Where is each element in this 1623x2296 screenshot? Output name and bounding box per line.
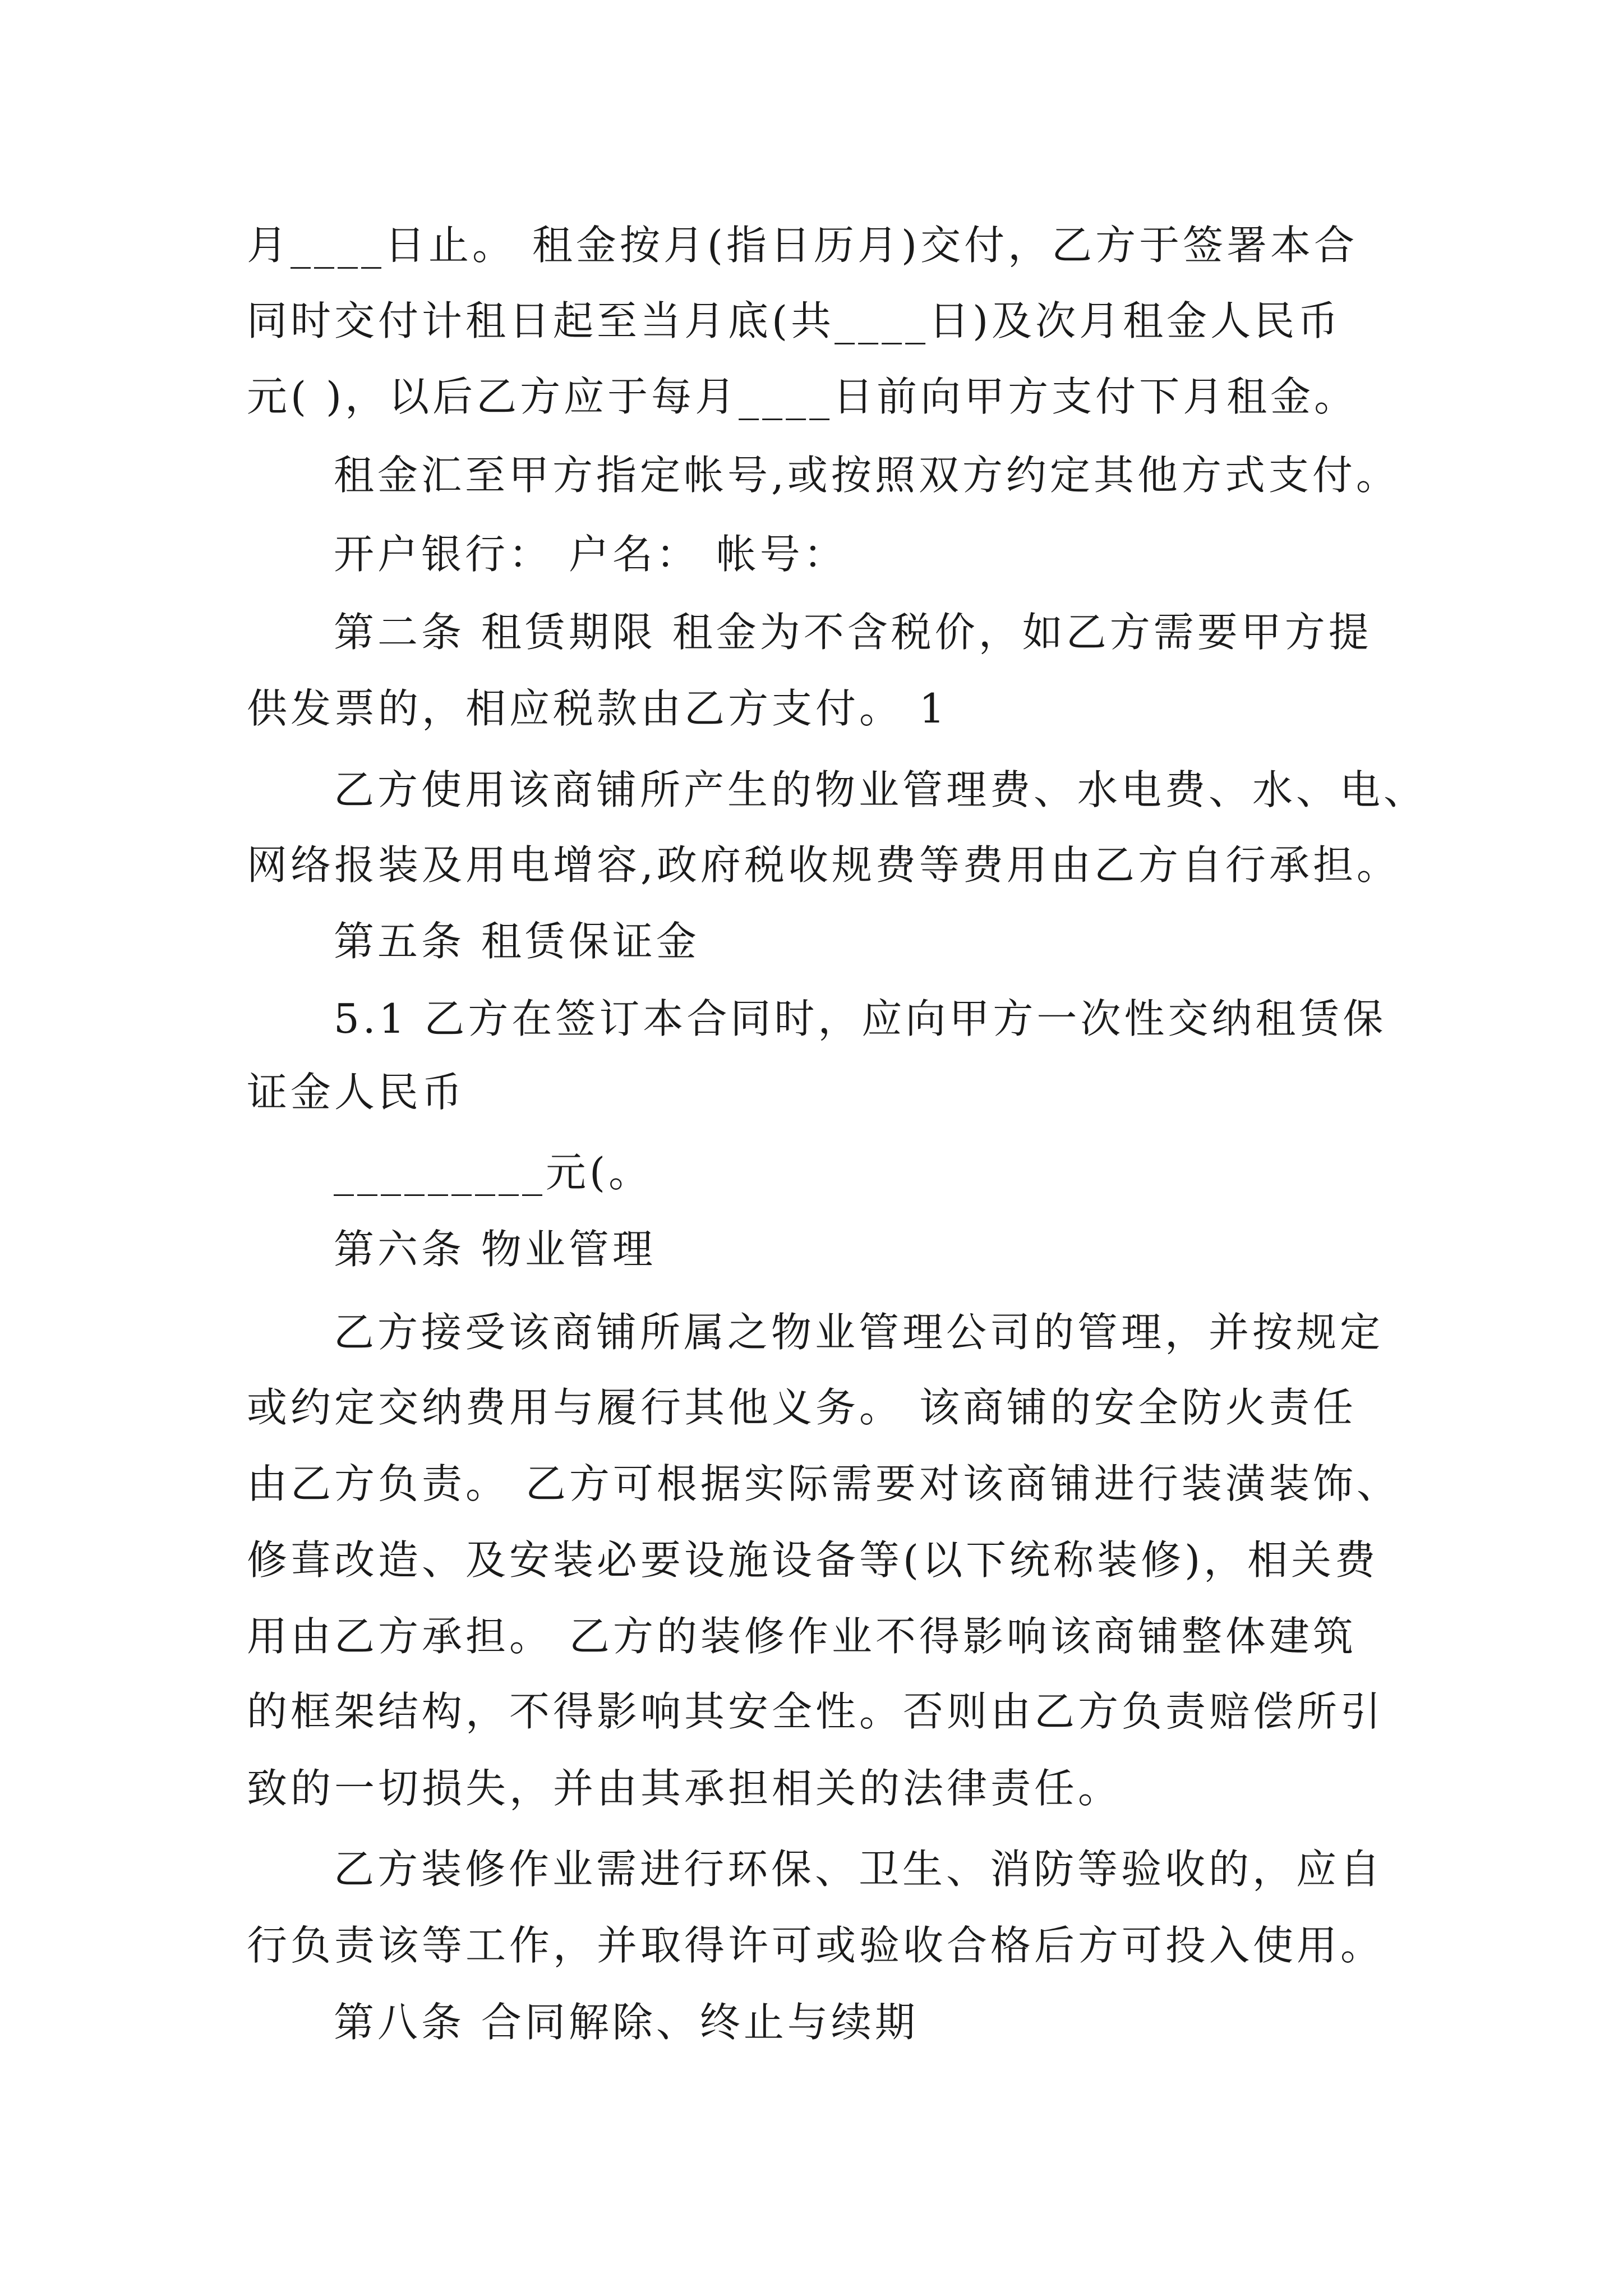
text-line: 致的一切损失，并由其承担相关的法律责任。 — [247, 1765, 1122, 1812]
deposit-amount-line: _________元(。 — [334, 1149, 653, 1196]
text-line: 用由乙方承担。 乙方的装修作业不得影响该商铺整体建筑 — [247, 1613, 1357, 1660]
text-line: 网络报装及用电增容,政府税收规费等费用由乙方自行承担。 — [247, 841, 1400, 889]
text-line: 同时交付计租日起至当月底(共____日)及次月租金人民币 — [247, 297, 1342, 344]
text-line: 乙方装修作业需进行环保、卫生、消防等验收的，应自 — [334, 1846, 1384, 1893]
text-line: 乙方接受该商铺所属之物业管理公司的管理，并按规定 — [334, 1309, 1384, 1356]
text-line: 月____日止。 租金按月(指日历月)交付，乙方于签署本合 — [247, 222, 1358, 269]
bank-info-line: 开户银行： 户名： 帐号： — [334, 531, 847, 578]
article-5-heading: 第五条 租赁保证金 — [334, 918, 700, 965]
text-line: 行负责该等工作，并取得许可或验收合格后方可投入使用。 — [247, 1922, 1385, 1969]
text-line: 证金人民币 — [247, 1069, 466, 1116]
text-line: 租金汇至甲方指定帐号,或按照双方约定其他方式支付。 — [334, 452, 1400, 499]
article-2-heading-line: 第二条 租赁期限 租金为不含税价，如乙方需要甲方提 — [334, 609, 1372, 656]
clause-5-1-line: 5.1 乙方在签订本合同时，应向甲方一次性交纳租赁保 — [334, 995, 1387, 1042]
article-6-heading: 第六条 物业管理 — [334, 1226, 656, 1273]
text-line: 或约定交纳费用与履行其他义务。 该商铺的安全防火责任 — [247, 1384, 1357, 1431]
text-line: 乙方使用该商铺所产生的物业管理费、水电费、水、电、 — [334, 766, 1428, 813]
text-line: 的框架结构，不得影响其安全性。否则由乙方负责赔偿所引 — [247, 1688, 1385, 1735]
article-8-heading: 第八条 合同解除、终止与续期 — [334, 1999, 919, 2046]
text-line: 由乙方负责。 乙方可根据实际需要对该商铺进行装潢装饰、 — [247, 1460, 1400, 1507]
text-line: 元( )，以后乙方应于每月____日前向甲方支付下月租金。 — [247, 373, 1358, 420]
text-line: 修葺改造、及安装必要设施设备等(以下统称装修)，相关费 — [247, 1536, 1379, 1584]
text-line: 供发票的，相应税款由乙方支付。 1 — [247, 685, 948, 732]
